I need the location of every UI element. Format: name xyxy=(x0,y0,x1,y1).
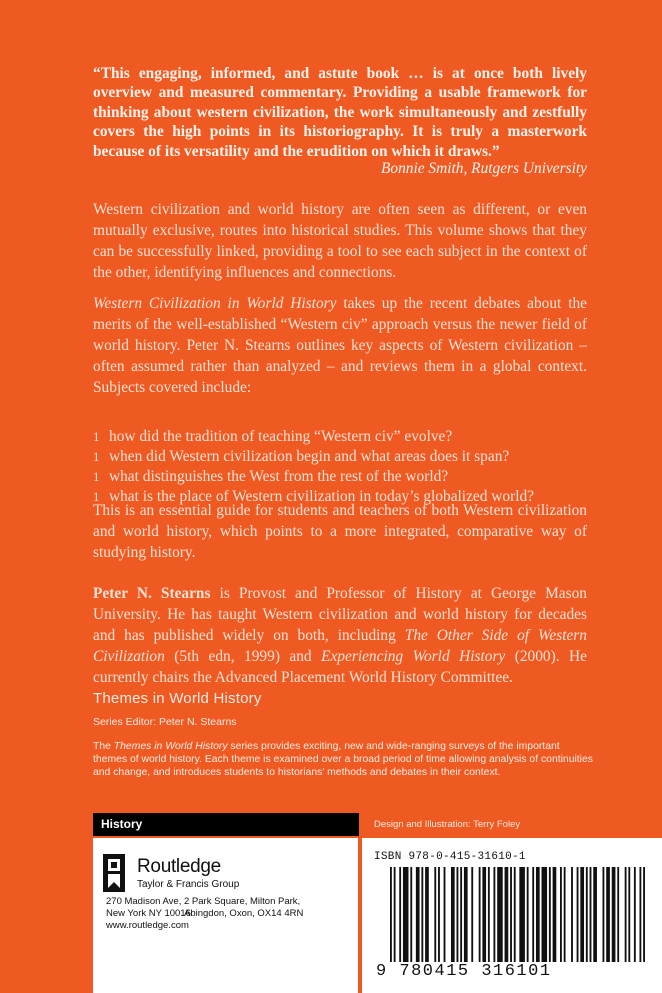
barcode-bar xyxy=(390,867,392,962)
barcode-bar xyxy=(416,867,420,962)
barcode-bar xyxy=(519,867,525,962)
paragraph-text: takes up the recent debates about the merits of the well-established “Western civ” approach versus the newer field of world history. Peter N. Stearns outlines key aspects of Western civilization – often assumed rather than analyzed – and reviews them in a global context. Subjects covered include: xyxy=(93,295,587,396)
barcode-bar xyxy=(590,867,592,962)
bullet-marker: 1 xyxy=(93,449,100,464)
publisher-group: Taylor & Francis Group xyxy=(137,879,240,890)
barcode-bar xyxy=(399,867,401,962)
barcode-icon xyxy=(390,867,645,962)
author-name: Peter N. Stearns xyxy=(93,585,211,602)
barcode-bar xyxy=(625,867,627,962)
bio-text: (2000). He currently chairs the Advanced Placement World History Committee. xyxy=(93,648,587,686)
series-desc-text: series provides exciting, new and wide-ranging surveys of the important themes of world history. Each theme is examined over a broad period of time allowing analysis of continuities and change, and introduces students to historians’ methods and debates in their context. xyxy=(93,741,593,779)
description-paragraph-1: Western civilization and world history are often seen as different, or even mutually exclusive, routes into historical studies. This volume shows that they can be successfully linked, providing a tool to see each subject in the context of the other, identifying influences and connections. xyxy=(93,201,587,281)
barcode-bar xyxy=(542,867,548,962)
barcode-bar xyxy=(394,867,396,962)
barcode-bar xyxy=(464,867,468,962)
barcode-bar xyxy=(510,867,512,962)
series-description xyxy=(93,740,593,780)
barcode-bar xyxy=(549,867,551,962)
bullet-marker: 1 xyxy=(93,429,100,444)
barcode-bar xyxy=(634,867,636,962)
barcode-bar xyxy=(527,867,529,962)
barcode-bar xyxy=(586,867,588,962)
barcode-bar xyxy=(479,867,481,962)
bullet-marker: 1 xyxy=(93,489,100,504)
quote: “This engaging, informed, and astute book … is at once both lively overview and measured commentary. Providing a usable framework for thinking about western civilization, the work simultaneously and zestfully covers the high points in its historiography. It is truly a masterwork because of its versatility and the erudition on which it draws.” xyxy=(93,65,587,160)
bullet-marker: 1 xyxy=(93,469,100,484)
barcode-bar xyxy=(628,867,630,962)
barcode-bar xyxy=(514,867,516,962)
book-title: The Other Side of Western Civilization xyxy=(93,627,587,665)
barcode-bar xyxy=(612,867,616,962)
address-uk xyxy=(184,896,303,919)
barcode-bar xyxy=(403,867,409,962)
list-item-text: how did the tradition of teaching “Western civ” evolve? xyxy=(109,428,453,445)
isbn-text: ISBN 978-0-415-31610-1 xyxy=(374,851,526,863)
barcode-bar xyxy=(639,867,641,962)
subject-label: History xyxy=(101,817,143,831)
list-item xyxy=(93,467,587,487)
barcode-bar xyxy=(444,867,446,962)
publisher-website: www.routledge.com xyxy=(106,920,189,931)
barcode-bar xyxy=(564,867,566,962)
subjects-list xyxy=(93,427,587,507)
barcode-bar xyxy=(580,867,584,962)
bio-text: (5th edn, 1999) and xyxy=(164,648,322,665)
barcode-bar xyxy=(421,867,423,962)
quote-attribution: Bonnie Smith, Rutgers University xyxy=(380,160,587,177)
design-credit: Design and Illustration: Terry Foley xyxy=(374,819,521,830)
series-editor: Series Editor: Peter N. Stearns xyxy=(93,716,237,728)
series-desc-text: The xyxy=(93,741,114,752)
description-paragraph-3: This is an essential guide for students and teachers of both Western civilization and world history, which points to a more integrated, comparative way of studying history. xyxy=(93,502,587,561)
barcode-bar xyxy=(497,867,503,962)
barcode-bar xyxy=(603,867,605,962)
barcode-bar xyxy=(593,867,597,962)
barcode-bar xyxy=(451,867,455,962)
series-desc-title: Themes in World History xyxy=(113,741,228,752)
barcode-digits: 9 780415 316101 xyxy=(376,962,552,981)
address-new-york xyxy=(106,896,191,919)
barcode-bar xyxy=(488,867,490,962)
barcode-bar xyxy=(471,867,473,962)
barcode-bar xyxy=(438,867,440,962)
barcode-bar xyxy=(532,867,534,962)
barcode-bar xyxy=(460,867,462,962)
barcode-bar xyxy=(553,867,557,962)
barcode-bar xyxy=(505,867,509,962)
barcode-bar xyxy=(617,867,619,962)
description-paragraph-2 xyxy=(93,293,587,398)
barcode-bar xyxy=(643,867,645,962)
barcode-bar xyxy=(536,867,540,962)
barcode-bar xyxy=(434,867,436,962)
barcode-bar xyxy=(482,867,486,962)
barcode-bar xyxy=(560,867,562,962)
barcode-bar xyxy=(493,867,495,962)
series-title: Themes in World History xyxy=(93,690,262,707)
barcode-bar xyxy=(577,867,579,962)
address-line: Abingdon, Oxon, OX14 4RN xyxy=(184,907,304,919)
book-title: Experiencing World History xyxy=(321,648,506,665)
barcode-bar xyxy=(606,867,610,962)
barcode-bar xyxy=(425,867,429,962)
list-item xyxy=(93,427,587,447)
list-item xyxy=(93,447,587,467)
book-title: Western Civilization in World History xyxy=(93,295,337,312)
address-line: 2 Park Square, Milton Park, xyxy=(184,896,301,907)
barcode-bar xyxy=(571,867,573,962)
bio-text: is Provost and Professor of History at George Mason University. He has taught Western civilization and world history for decades and has published widely on both, including xyxy=(93,585,587,644)
list-item-text: what distinguishes the West from the rest of the world? xyxy=(109,468,449,485)
author-bio xyxy=(93,583,587,688)
barcode-bar xyxy=(457,867,459,962)
address-line: 270 Madison Ave, xyxy=(106,896,182,907)
list-item-text: what is the place of Western civilization in today’s globalized world? xyxy=(109,488,535,505)
list-item-text: when did Western civilization begin and what areas does it span? xyxy=(109,448,510,465)
address-line: New York NY 10016 xyxy=(106,907,191,919)
routledge-logo-icon xyxy=(101,852,127,894)
barcode-bar xyxy=(410,867,412,962)
publisher-name: Routledge xyxy=(137,856,221,877)
